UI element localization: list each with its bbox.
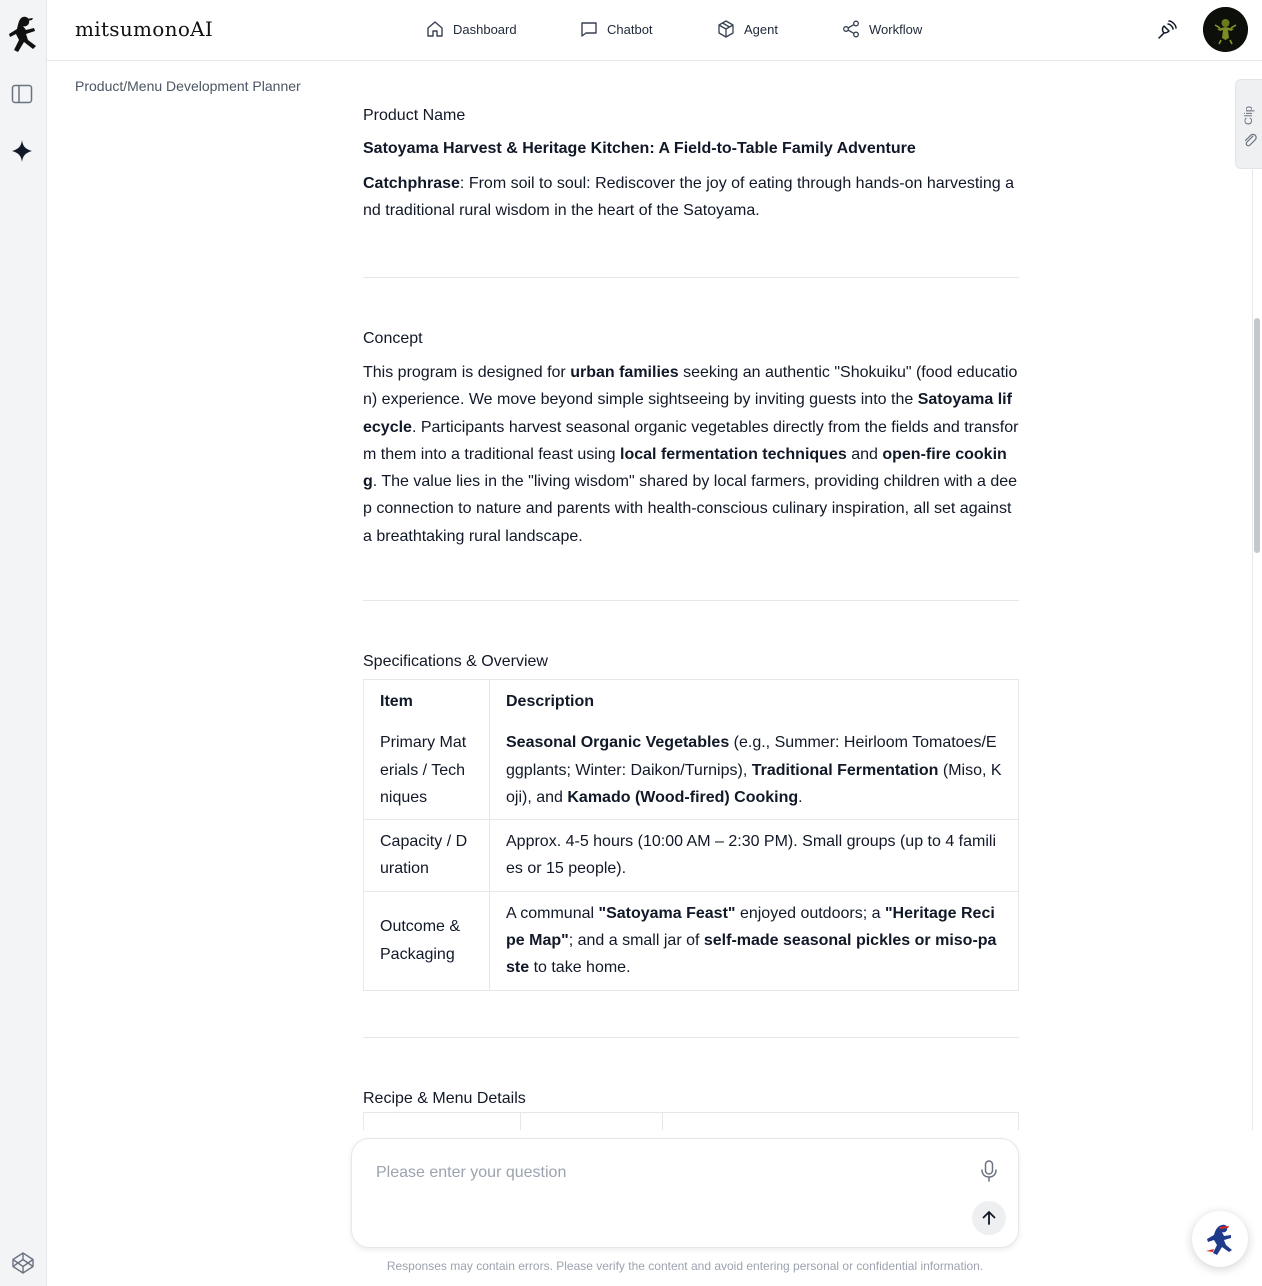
desc-text: (Miso, Koji), and [506, 761, 1002, 806]
concept-paragraph [363, 359, 1019, 550]
concept-text: seeking an authentic "Shokuiku" (food education) experience. We move beyond simple sightseeing by inviting guests into the [363, 364, 1018, 409]
catchphrase-label: Catchphrase [363, 175, 460, 192]
desc-text: Approx. 4-5 hours (10:00 AM – 2:30 PM). Small groups (up to 4 families or 15 people). [506, 833, 997, 878]
user-avatar[interactable] [1203, 7, 1248, 52]
desc-text: (e.g., Summer: Heirloom Tomatoes/Eggplants; Winter: Daikon/Turnips), [506, 734, 997, 779]
send-button[interactable] [972, 1201, 1006, 1235]
concept-section [363, 327, 1019, 550]
concept-bold: local fermentation techniques [620, 445, 847, 463]
codepen-icon[interactable] [11, 1251, 35, 1275]
table-row [364, 820, 1019, 892]
assistant-fab-button[interactable] [1192, 1211, 1248, 1267]
paperclip-icon [1242, 132, 1258, 148]
microphone-icon[interactable] [978, 1159, 1000, 1183]
divider [363, 1037, 1019, 1038]
concept-text: . The value lies in the "living wisdom" shared by local farmers, providing children with a deep connection to nature and parents with health-conscious culinary inspiration, all set against a breathtaking rural landscape. [363, 473, 1018, 545]
recipe-heading: Recipe & Menu Details [363, 1090, 526, 1107]
specs-heading: Specifications & Overview [363, 653, 548, 670]
concept-text: This program is designed for [363, 364, 571, 381]
share-nodes-icon [841, 19, 861, 39]
nav-workflow-label: Workflow [869, 21, 923, 37]
concept-text: and [846, 445, 883, 463]
nav-agent[interactable] [716, 18, 778, 40]
desc-text: . [798, 788, 803, 806]
left-rail [0, 0, 47, 1286]
desc-bold: self-made seasonal pickles or miso-paste [506, 932, 997, 977]
desc-bold: Kamado (Wood-fired) Cooking [567, 788, 799, 806]
recipe-section [363, 1087, 1019, 1119]
arrow-up-icon [980, 1209, 998, 1227]
divider [363, 277, 1019, 278]
catchphrase [363, 170, 1019, 225]
specs-section [363, 650, 1019, 991]
cube-icon [716, 19, 736, 39]
table-row [364, 721, 1019, 819]
catchphrase-text: : From soil to soul: Rediscover the joy of eating through hands-on harvesting and traditional rural wisdom in the heart of the Satoyama. [363, 175, 1014, 220]
sparkle-icon[interactable] [10, 139, 34, 163]
disclaimer-text: Responses may contain errors. Please verify the content and avoid entering personal or confidential information. [386, 1259, 984, 1273]
question-input[interactable] [376, 1161, 956, 1185]
nav-chatbot-label: Chatbot [607, 21, 653, 37]
desc-text: to take home. [529, 959, 631, 977]
specs-table [363, 679, 1019, 991]
table-cell-item: Outcome & Packaging [364, 891, 490, 990]
scrollbar-thumb[interactable] [1254, 318, 1260, 553]
table-cell-description [490, 891, 1019, 990]
ninja-mascot-icon [1192, 1211, 1248, 1267]
clip-label: Clip [1243, 106, 1255, 125]
table-header-item: Item [364, 680, 490, 722]
table-header-description: Description [490, 680, 1019, 722]
table-cell-description [490, 820, 1019, 892]
concept-bold: Satoyama lifecycle [363, 391, 1012, 436]
top-header [47, 0, 1262, 61]
avatar-figure-icon [1203, 7, 1248, 52]
nav-dashboard-label: Dashboard [453, 21, 517, 37]
concept-bold: open-fire cooking [363, 445, 1007, 491]
desc-bold: Seasonal Organic Vegetables [506, 734, 730, 752]
concept-heading: Concept [363, 330, 423, 347]
desc-text: enjoyed outdoors; a [735, 904, 885, 922]
clip-tab[interactable] [1235, 79, 1262, 169]
breadcrumb[interactable]: Product/Menu Development Planner [75, 78, 301, 94]
desc-text: A communal [506, 904, 599, 922]
table-cell-item: Primary Materials / Techniques [364, 721, 490, 819]
product-name-heading: Product Name [363, 107, 466, 124]
chat-composer [351, 1138, 1019, 1248]
desc-bold: "Satoyama Feast" [598, 904, 736, 922]
table-cell-item: Capacity / Duration [364, 820, 490, 892]
desc-bold: "Heritage Recipe Map" [506, 904, 995, 950]
ninja-logo-icon[interactable] [6, 14, 40, 54]
divider [363, 600, 1019, 601]
desc-bold: Traditional Fermentation [751, 761, 939, 779]
chat-bubble-icon [579, 19, 599, 39]
product-name: Satoyama Harvest & Heritage Kitchen: A Field-to-Table Family Adventure [363, 140, 916, 157]
recipe-table-partial [363, 1112, 1019, 1132]
nav-agent-label: Agent [744, 21, 778, 37]
nav-chatbot[interactable] [579, 18, 653, 40]
home-icon [425, 19, 445, 39]
concept-bold: urban families [570, 364, 679, 381]
table-header-row [364, 680, 1019, 722]
table-row [364, 891, 1019, 990]
broadcast-icon[interactable] [1155, 18, 1179, 42]
brand-name[interactable]: mitsumonoAI [75, 17, 214, 41]
table-cell-description [490, 721, 1019, 819]
sidebar-toggle-icon[interactable] [11, 83, 33, 105]
product-section [363, 104, 1019, 225]
nav-dashboard[interactable] [425, 18, 517, 40]
concept-text: . Participants harvest seasonal organic vegetables directly from the fields and transform them into a traditional feast using [363, 418, 1019, 463]
nav-workflow[interactable] [841, 18, 922, 40]
desc-text: ; and a small jar of [568, 932, 704, 950]
scrollbar-track[interactable] [1252, 170, 1262, 1130]
